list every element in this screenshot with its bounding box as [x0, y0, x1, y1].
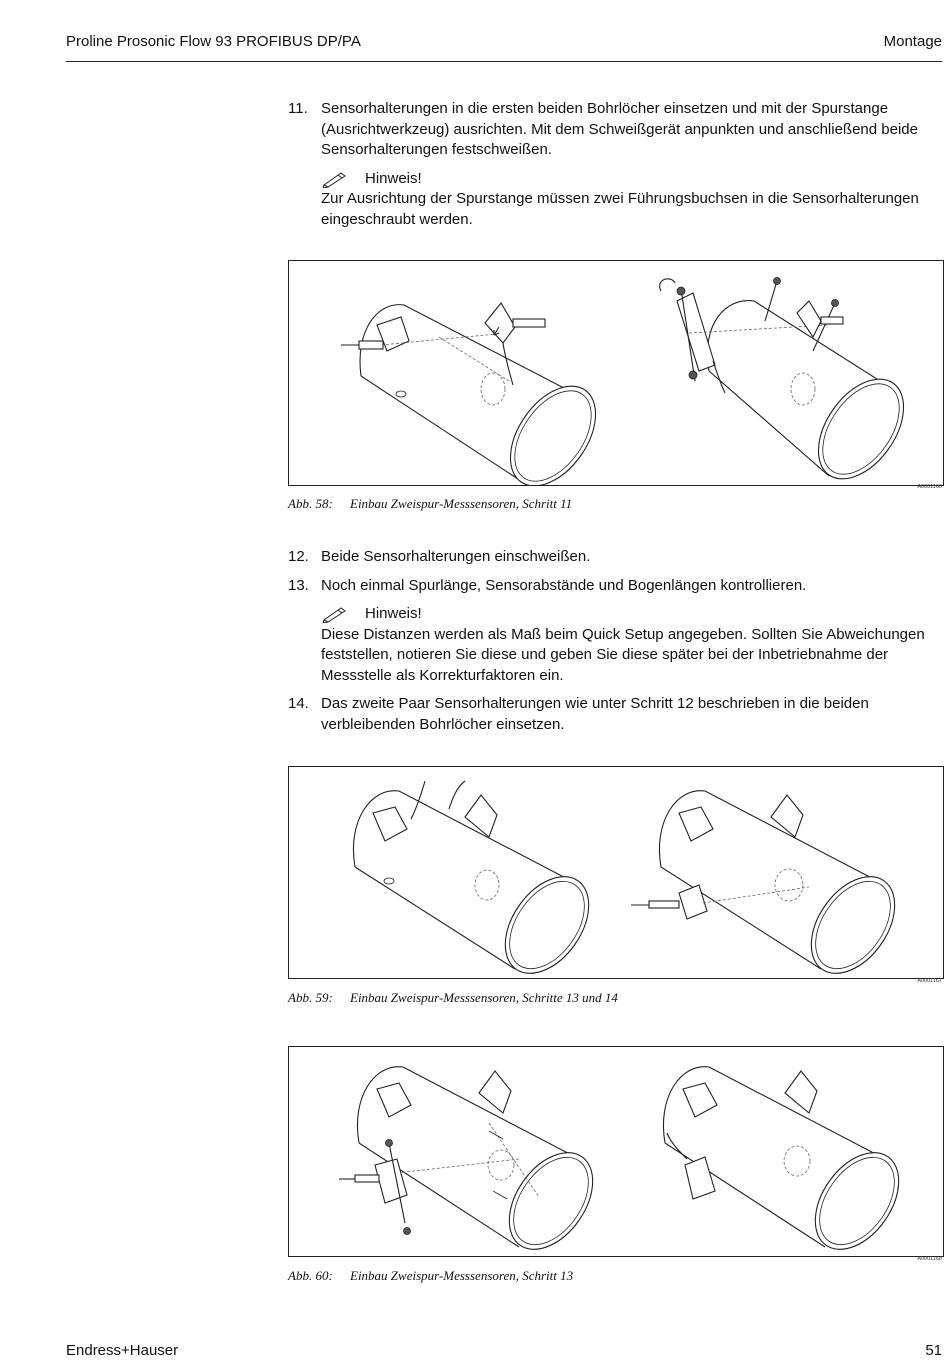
- step-block-12-14: [288, 547, 944, 735]
- pipe-left: [339, 1067, 610, 1256]
- figure-60: [288, 1046, 944, 1257]
- figure-59-drawing: [289, 767, 943, 978]
- figure-60-drawing: [289, 1047, 943, 1256]
- figure-60-caption: [288, 1268, 573, 1284]
- step-13: [288, 576, 944, 597]
- figure-number: Abb. 60:: [288, 1268, 333, 1283]
- step-block-11: [288, 99, 944, 230]
- figure-59: [288, 766, 944, 979]
- note-heading: [321, 604, 944, 625]
- page-header: [66, 33, 942, 62]
- step-text: Sensorhalterungen in die ersten beiden Bohrlöcher einsetzen und mit der Spurstange (Ausrichtwerkzeug) ausrichten. Mit dem Schweißgerät anpunkten und anschließend beide Sensorhalterungen festschweißen.: [321, 100, 918, 158]
- figure-59-id: A0001167: [917, 978, 942, 984]
- figure-58-caption: [288, 496, 572, 512]
- step-text: Beide Sensorhalterungen einschweißen.: [321, 548, 591, 565]
- step-text: Das zweite Paar Sensorhalterungen wie unter Schritt 12 beschrieben in die beiden verbleibenden Bohrlöcher einsetzen.: [321, 695, 869, 733]
- note-label: Hinweis!: [365, 169, 422, 187]
- figure-caption-text: Einbau Zweispur-Messsensoren, Schritt 13: [350, 1268, 574, 1283]
- figure-58-drawing: [289, 261, 943, 485]
- note-heading: [321, 169, 944, 190]
- figure-caption-text: Einbau Zweispur-Messsensoren, Schritt 11: [350, 496, 573, 511]
- figure-60-id: A0001168: [917, 1256, 942, 1262]
- note-text: Diese Distanzen werden als Maß beim Quick Setup angegeben. Sollten Sie Abweichungen feststellen, notieren Sie diese und geben Sie diese später bei der Inbetriebnahme der Messstelle als Korrekturfaktoren ein.: [321, 625, 925, 684]
- section-title: Montage: [883, 33, 942, 50]
- pencil-note-icon: [321, 170, 347, 188]
- figure-58-id: A0001166: [917, 484, 942, 490]
- figure-number: Abb. 58:: [288, 496, 333, 511]
- step-number: 11.: [288, 100, 308, 117]
- step-number: 14.: [288, 695, 309, 712]
- note-text: Zur Ausrichtung der Spurstange müssen zwei Führungsbuchsen in die Sensorhalterungen eingeschraubt werden.: [321, 190, 919, 228]
- note-label: Hinweis!: [365, 605, 422, 622]
- step-number: 12.: [288, 548, 309, 565]
- figure-caption-text: Einbau Zweispur-Messsensoren, Schritte 13 und 14: [350, 990, 618, 1005]
- footer-brand: Endress+Hauser: [66, 1342, 179, 1359]
- figure-59-caption: [288, 990, 618, 1006]
- pipe-right: [663, 1067, 915, 1256]
- pipe-right: [631, 791, 912, 978]
- step-11: [288, 99, 944, 161]
- step-12: [288, 547, 944, 568]
- figure-58: [288, 260, 944, 486]
- document-title: Proline Prosonic Flow 93 PROFIBUS DP/PA: [66, 33, 361, 50]
- figure-number: Abb. 59:: [288, 990, 333, 1005]
- step-number: 13.: [288, 576, 309, 594]
- step-text: Noch einmal Spurlänge, Sensorabstände und Bogenlängen kontrollieren.: [321, 576, 807, 594]
- pipe-right: [660, 278, 921, 486]
- step-14: [288, 694, 944, 735]
- pencil-note-icon: [321, 605, 347, 623]
- pipe-left: [353, 781, 605, 978]
- page-number: 51: [925, 1342, 942, 1359]
- pipe-left: [341, 303, 613, 485]
